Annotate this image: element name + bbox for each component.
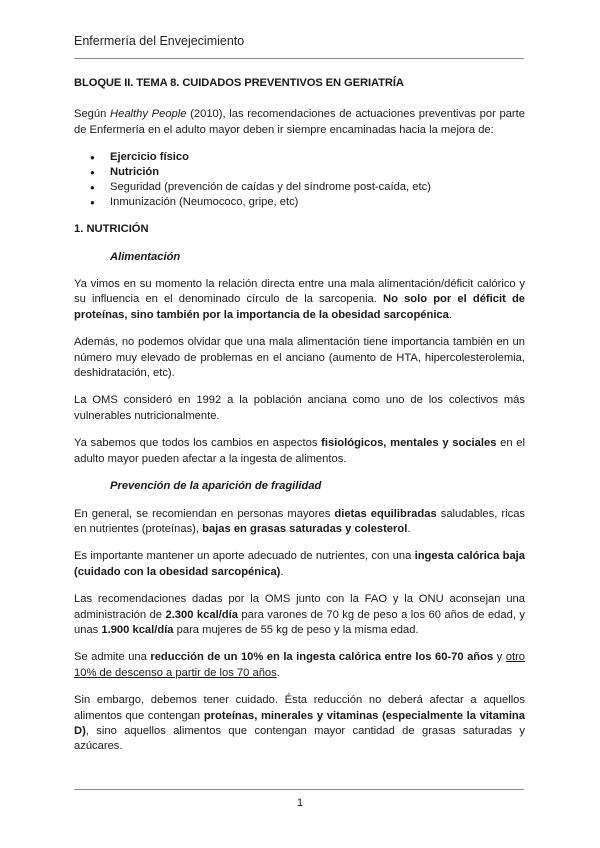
- paragraph-problemas: Además, no podemos olvidar que una mala alimentación tiene importancia también en un número muy elevado de problemas en el anciano (aumento de HTA, hipercolesterolemia, deshidratación, etc).: [74, 336, 525, 380]
- document-body: [74, 76, 525, 767]
- list-item: ● Seguridad (prevención de caídas y del síndrome post-caída, etc): [74, 180, 525, 195]
- document-title: BLOQUE II. TEMA 8. CUIDADOS PREVENTIVOS EN GERIATRÍA: [74, 77, 404, 89]
- paragraph-oms: La OMS consideró en 1992 a la población anciana como uno de los colectivos más vulnerables nutricionalmente.: [74, 394, 525, 422]
- header-divider: [74, 58, 524, 59]
- footer-divider: [74, 789, 524, 790]
- source-citation: Healthy People: [110, 108, 187, 121]
- running-header: Enfermería del Envejecimiento: [74, 34, 245, 48]
- paragraph-aporte: Es importante mantener un aporte adecuado de nutrientes, con una ingesta calórica baja (cuidado con la obesidad sarcopénica).: [74, 550, 525, 578]
- list-item: ● Nutrición: [74, 165, 525, 180]
- paragraph-cuidado: Sin embargo, debemos tener cuidado. Ésta reducción no deberá afectar a aquellos alimentos que contengan proteínas, minerales y vitaminas (especialmente la vitamina D), sino aquellos alimentos que contengan mayor cantidad de grasas saturadas y azúcares.: [74, 694, 525, 753]
- intro-paragraph: Según Healthy People (2010), las recomendaciones de actuaciones preventivas por parte de Enfermería en el adulto mayor deben ir siempre encaminadas hacia la mejora de:: [74, 108, 525, 136]
- section-heading-nutricion: 1. NUTRICIÓN: [74, 223, 149, 236]
- paragraph-reduccion: Se admite una reducción de un 10% en la ingesta calórica entre los 60-70 años y otro 10% de descenso a partir de los 70 años.: [74, 651, 526, 679]
- paragraph-dietas: En general, se recomiendan en personas mayores dietas equilibradas saludables, ricas en nutrientes (proteínas), bajas en grasas saturadas y colesterol.: [74, 507, 526, 535]
- paragraph-sarcopenia: Ya vimos en su momento la relación directa entre una mala alimentación/déficit calórico y su influencia en el denominado círculo de la sarcopenia. No solo por el déficit de proteínas, sino también por la importancia de la obesidad sarcopénica.: [74, 278, 525, 321]
- paragraph-recomendaciones: Las recomendaciones dadas por la OMS junto con la FAO y la ONU aconsejan una administración de 2.300 kcal/día para varones de 70 kg de peso a los 60 años de edad, y unas 1.900 kcal/día para mujeres de 55 kg de peso y la misma edad.: [74, 593, 525, 636]
- paragraph-cambios: Ya sabemos que todos los cambios en aspectos fisiológicos, mentales y sociales en el adulto mayor pueden afectar a la ingesta de alimentos.: [74, 437, 525, 465]
- subheading-alimentacion: Alimentación: [110, 250, 181, 263]
- page-number: 1: [296, 797, 304, 809]
- prevention-list: [74, 150, 525, 210]
- list-item: ● Inmunización (Neumococo, gripe, etc): [74, 195, 525, 210]
- list-item: ● Ejercicio físico: [74, 150, 525, 165]
- subheading-fragilidad: Prevención de la aparición de fragilidad: [110, 480, 322, 493]
